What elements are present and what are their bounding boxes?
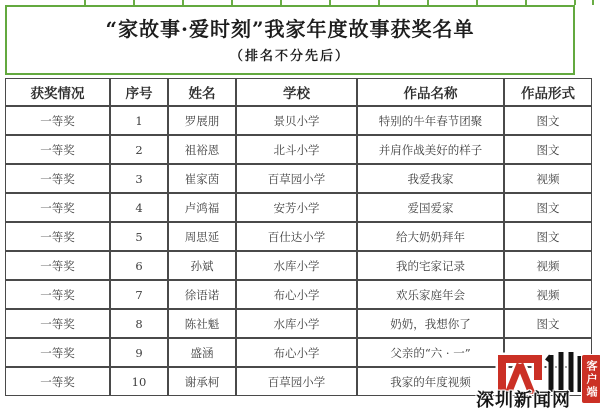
cell-work-format [504, 367, 592, 396]
cell-name: 谢承柯 [168, 367, 236, 396]
cell-work-title: 我的宅家记录 [357, 251, 504, 280]
cell-work-format: 视频 [504, 280, 592, 309]
table-row [5, 164, 592, 193]
cell-name: 周思延 [168, 222, 236, 251]
cell-work-title: 父亲的“六 · 一” [357, 338, 504, 367]
cell-award-status: 一等奖 [5, 367, 110, 396]
cell-work-format: 视频 [504, 164, 592, 193]
cell-rank: 1 [110, 106, 168, 135]
cell-rank: 4 [110, 193, 168, 222]
cell-work-format: 图文 [504, 222, 592, 251]
cell-work-title: 爱国爱家 [357, 193, 504, 222]
table-row [5, 338, 592, 367]
cell-school: 百草园小学 [236, 164, 357, 193]
title-box [5, 5, 575, 75]
cell-award-status: 一等奖 [5, 309, 110, 338]
cell-work-format: 图文 [504, 135, 592, 164]
cell-school: 安芳小学 [236, 193, 357, 222]
table-body [5, 106, 592, 396]
cell-rank: 5 [110, 222, 168, 251]
cell-rank: 6 [110, 251, 168, 280]
cell-school: 布心小学 [236, 280, 357, 309]
cell-rank: 9 [110, 338, 168, 367]
cell-work-format: 图文 [504, 193, 592, 222]
cell-work-format: 图文 [504, 309, 592, 338]
cell-rank: 7 [110, 280, 168, 309]
cell-school: 百草园小学 [236, 367, 357, 396]
cell-school: 景贝小学 [236, 106, 357, 135]
site-name: 深圳新闻网 [476, 390, 571, 411]
cell-name: 卢鸿福 [168, 193, 236, 222]
header-work-title: 作品名称 [357, 78, 504, 106]
table-header-row [5, 78, 592, 106]
cell-name: 崔家茵 [168, 164, 236, 193]
cell-work-title: 奶奶，我想你了 [357, 309, 504, 338]
cell-name: 罗展朋 [168, 106, 236, 135]
header-school: 学校 [236, 78, 357, 106]
page-title: “家故事·爱时刻”我家年度故事获奖名单 [105, 16, 475, 41]
cell-award-status: 一等奖 [5, 106, 110, 135]
table-row [5, 106, 592, 135]
cell-school: 水库小学 [236, 251, 357, 280]
cell-work-title: 我家的年度视频 [357, 367, 504, 396]
gridline-tick [592, 0, 594, 5]
cell-award-status: 一等奖 [5, 338, 110, 367]
cell-rank: 10 [110, 367, 168, 396]
cell-work-title: 特别的牛年春节团聚 [357, 106, 504, 135]
header-award-status: 获奖情况 [5, 78, 110, 106]
client-badge-label: 客户端 [585, 359, 598, 399]
cell-award-status: 一等奖 [5, 251, 110, 280]
page-subtitle: （排名不分先后） [229, 48, 350, 64]
cell-name: 徐语诺 [168, 280, 236, 309]
table-row [5, 309, 592, 338]
cell-school: 百仕达小学 [236, 222, 357, 251]
table-row [5, 222, 592, 251]
cell-work-title: 给大奶奶拜年 [357, 222, 504, 251]
cell-rank: 3 [110, 164, 168, 193]
cell-name: 孙斌 [168, 251, 236, 280]
cell-work-format: 视频 [504, 251, 592, 280]
cell-work-format [504, 338, 592, 367]
table-row [5, 251, 592, 280]
cell-school: 水库小学 [236, 309, 357, 338]
table-row [5, 193, 592, 222]
cell-work-format: 图文 [504, 106, 592, 135]
header-rank: 序号 [110, 78, 168, 106]
table-row [5, 280, 592, 309]
cell-name: 陈社魁 [168, 309, 236, 338]
cell-award-status: 一等奖 [5, 280, 110, 309]
cell-school: 北斗小学 [236, 135, 357, 164]
table-row [5, 135, 592, 164]
cell-work-title: 欢乐家庭年会 [357, 280, 504, 309]
header-work-format: 作品形式 [504, 78, 592, 106]
cell-name: 祖裕恩 [168, 135, 236, 164]
cell-work-title: 并肩作战美好的样子 [357, 135, 504, 164]
cell-school: 布心小学 [236, 338, 357, 367]
cell-award-status: 一等奖 [5, 222, 110, 251]
cell-award-status: 一等奖 [5, 164, 110, 193]
award-table [5, 78, 592, 396]
cell-name: 盛涵 [168, 338, 236, 367]
cell-rank: 8 [110, 309, 168, 338]
header-name: 姓名 [168, 78, 236, 106]
table-row [5, 367, 592, 396]
cell-work-title: 我爱我家 [357, 164, 504, 193]
cell-award-status: 一等奖 [5, 135, 110, 164]
cell-rank: 2 [110, 135, 168, 164]
cell-award-status: 一等奖 [5, 193, 110, 222]
